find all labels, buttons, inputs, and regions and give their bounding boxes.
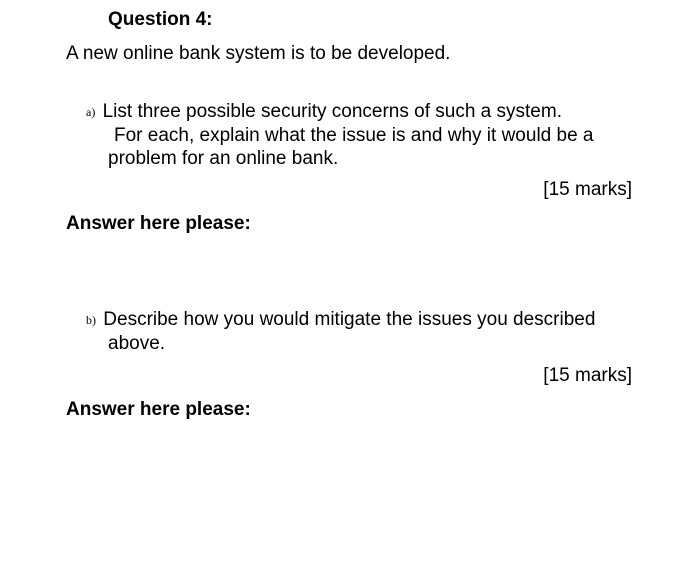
- part-a-marks: [15 marks]: [543, 179, 632, 200]
- part-b-line-1-text: Describe how you would mitigate the issues you described: [103, 309, 596, 330]
- part-b-letter: b): [86, 313, 96, 327]
- part-b-marks: [15 marks]: [543, 365, 632, 386]
- part-b-line-1: [86, 308, 646, 332]
- part-a-text: [86, 100, 646, 170]
- part-a-answer-prompt: Answer here please:: [66, 213, 251, 234]
- question-intro: A new online bank system is to be developed.: [66, 43, 451, 64]
- part-a-letter: a): [86, 105, 96, 119]
- part-a-line-1: [86, 100, 646, 124]
- part-b-line-2: above.: [108, 333, 166, 354]
- question-title: Question 4:: [108, 9, 213, 30]
- part-a-line-3: problem for an online bank.: [108, 148, 339, 169]
- part-b-answer-prompt: Answer here please:: [66, 399, 251, 420]
- part-a-line-1-text: List three possible security concerns of such a system.: [102, 101, 562, 122]
- part-a-line-2: For each, explain what the issue is and why it would be a: [114, 125, 594, 146]
- part-b-text: [86, 308, 646, 355]
